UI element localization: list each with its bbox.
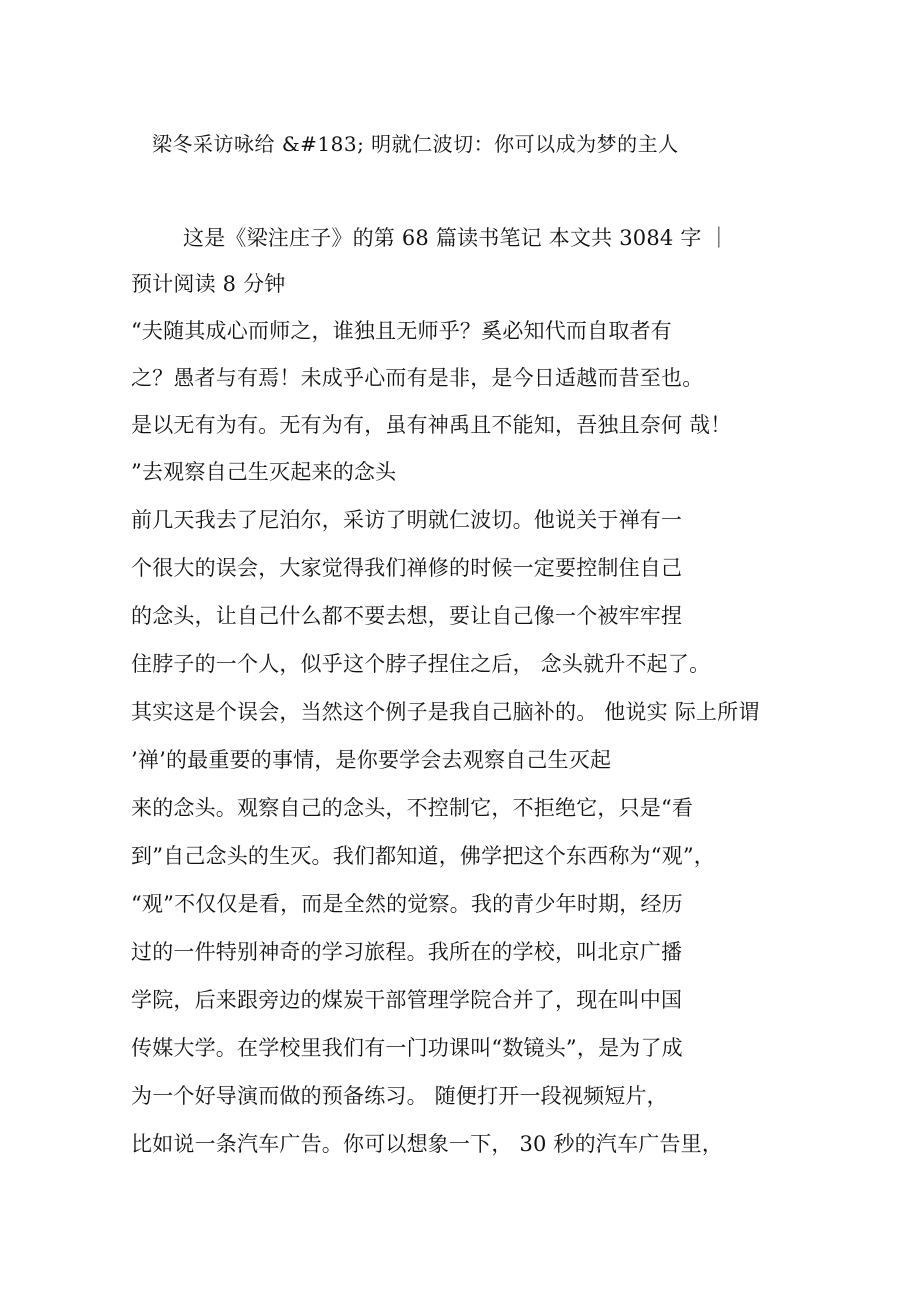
body-line-4: ”去观察自己生灭起来的念头 [131, 460, 397, 484]
body-line-2: 之？愚者与有焉！未成乎心而有是非，是今日适越而昔至也。 [131, 366, 704, 390]
document-title: 梁冬采访咏给 &#183; 明就仁波切：你可以成为梦的主人 [152, 132, 679, 156]
body-line-15: 学院，后来跟旁边的煤炭干部管理学院合并了，现在叫中国 [131, 988, 683, 1012]
body-line-17: 为一个好导演而做的预备练习。 随便打开一段视频短片， [131, 1084, 668, 1108]
body-line-10: ’禅’的最重要的事情，是你要学会去观察自己生灭起 [131, 748, 612, 772]
body-line-18: 比如说一条汽车广告。你可以想象一下， 30 秒的汽车广告里， [131, 1132, 724, 1156]
body-line-12: 到”自己念头的生灭。我们都知道，佛学把这个东西称为“观”， [131, 844, 716, 868]
meta-line-1: 这是《梁注庄子》的第 68 篇读书笔记 本文共 3084 字 ｜ [183, 226, 730, 250]
body-line-8: 住脖子的一个人，似乎这个脖子捏住之后， 念头就升不起了。 [131, 652, 711, 676]
body-line-3: 是以无有为有。无有为有，虽有神禹且不能知，吾独且奈何 哉！ [131, 413, 732, 437]
meta-line-2: 预计阅读 8 分钟 [131, 272, 286, 296]
body-line-6: 个很大的误会，大家觉得我们禅修的时候一定要控制住自己 [131, 556, 683, 580]
body-line-11: 来的念头。观察自己的念头，不控制它，不拒绝它，只是“看 [131, 796, 694, 820]
body-line-5: 前几天我去了尼泊尔，采访了明就仁波切。他说关于禅有一 [131, 508, 683, 532]
body-line-16: 传媒大学。在学校里我们有一门功课叫“数镜头”，是为了成 [131, 1036, 683, 1060]
body-line-7: 的念头，让自己什么都不要去想，要让自己像一个被牢牢捏 [131, 604, 683, 628]
body-line-9: 其实这是个误会，当然这个例子是我自己脑补的。 他说实 际上所谓 [131, 700, 760, 724]
body-line-13: “观”不仅仅是看，而是全然的觉察。我的青少年时期，经历 [131, 892, 683, 916]
body-line-1: “夫随其成心而师之，谁独且无师乎？奚必知代而自取者有 [131, 319, 672, 343]
body-line-14: 过的一件特别神奇的学习旅程。我所在的学校，叫北京广播 [131, 940, 683, 964]
